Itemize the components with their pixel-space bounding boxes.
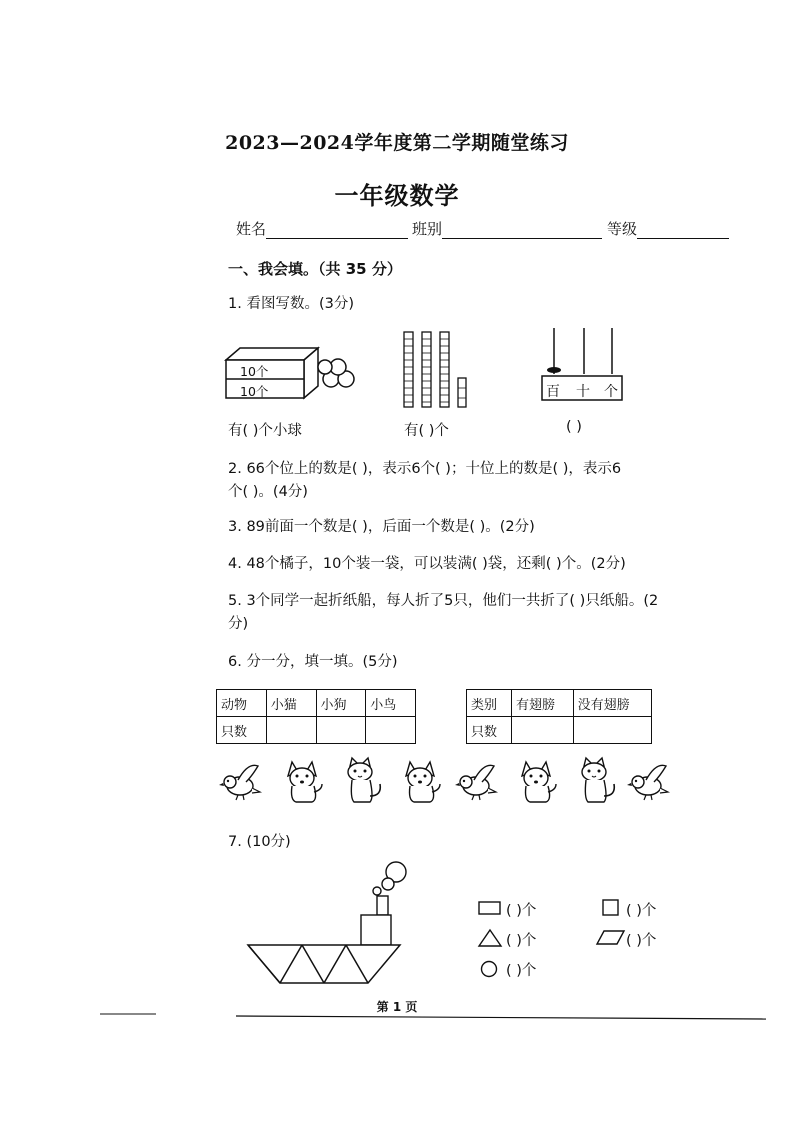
name-label: 姓名 [236,220,267,238]
answer-cell[interactable] [511,717,573,744]
class-label: 班别 [412,220,443,238]
footer-rule [100,1010,770,1022]
table-header-cell: 小狗 [316,690,366,717]
circle-count-blank: ( )个 [506,963,537,979]
wing-count-table [466,689,652,744]
animal-count-table [216,689,416,744]
table-header-cell: 有翅膀 [511,690,573,717]
table-row-label: 只数 [217,717,267,744]
table-header-cell: 小猫 [266,690,316,717]
subject-title: 一年级数学 [334,182,460,210]
q1-caption-balls: 有( )个小球 [228,423,302,439]
class-field [412,218,602,239]
q1-prompt: 1. 看图写数。(3分) [228,296,354,312]
q1-caption-sticks: 有( )个 [404,423,449,439]
answer-cell[interactable] [573,717,651,744]
parallelogram-icon [596,930,626,946]
answer-cell[interactable] [266,717,316,744]
table-row-label: 只数 [467,717,512,744]
table-header-cell: 动物 [217,690,267,717]
table-header-cell: 类别 [467,690,512,717]
answer-cell[interactable] [366,717,416,744]
table-row [217,690,416,717]
abacus-label-hundreds: 百 [546,384,560,400]
q1-caption-abacus: ( ) [566,419,582,435]
box-label-bottom: 10个 [240,384,269,399]
q6-prompt: 6. 分一分，填一填。(5分) [228,654,398,670]
circle-icon [480,960,498,978]
q5-line1: 5. 3个同学一起折纸船，每人折了5只，他们一共折了( )只纸船。(2 [228,593,659,609]
triangle-icon [478,929,502,947]
ball-icon [318,360,332,374]
q3-prompt: 3. 89前面一个数是( )，后面一个数是( )。(2分) [228,519,535,535]
rectangle-icon [478,900,502,916]
q2-line2: 个( )。(4分) [228,484,308,500]
q4-prompt: 4. 48个橘子，10个装一袋，可以装满( )袋，还剩( )个。(2分) [228,556,626,572]
abacus-label-tens: 十 [576,384,590,400]
q5-line2: 分) [228,616,249,632]
rectangle-count-blank: ( )个 [506,903,537,919]
table-row [467,690,652,717]
grade-field [607,218,729,239]
page-number: 第 1 页 [376,1000,418,1014]
table-header-cell: 小鸟 [366,690,416,717]
dog-icon [288,762,322,802]
cat-icon [348,758,380,802]
grade-label: 等级 [607,220,638,238]
abacus-label-ones: 个 [604,384,618,400]
table-row [217,717,416,744]
animals-row [214,756,674,806]
dog-icon [522,762,556,802]
bird-icon [627,765,668,800]
class-blank [442,224,602,239]
q2-line1: 2. 66个位上的数是( )，表示6个( )；十位上的数是( )，表示6 [228,461,622,477]
table-header-cell: 没有翅膀 [573,690,651,717]
name-blank [266,224,408,239]
bird-icon [455,765,496,800]
box-label-top: 10个 [240,364,269,379]
bird-icon [219,765,260,800]
triangle-count-blank: ( )个 [506,933,537,949]
parallelogram-count-blank: ( )个 [626,933,657,949]
boat-shape-figure [240,862,410,987]
answer-cell[interactable] [316,717,366,744]
square-count-blank: ( )个 [626,903,657,919]
counting-sticks-illustration [400,330,470,410]
cat-icon [582,758,614,802]
section-heading: 一、我会填。（共 35 分） [228,260,402,278]
q7-prompt: 7. (10分) [228,834,291,850]
name-field [236,218,408,239]
square-icon [602,899,620,917]
exam-title: 2023—2024学年度第二学期随堂练习 [225,132,569,154]
dog-icon [406,762,440,802]
table-row [467,717,652,744]
grade-blank [637,224,729,239]
